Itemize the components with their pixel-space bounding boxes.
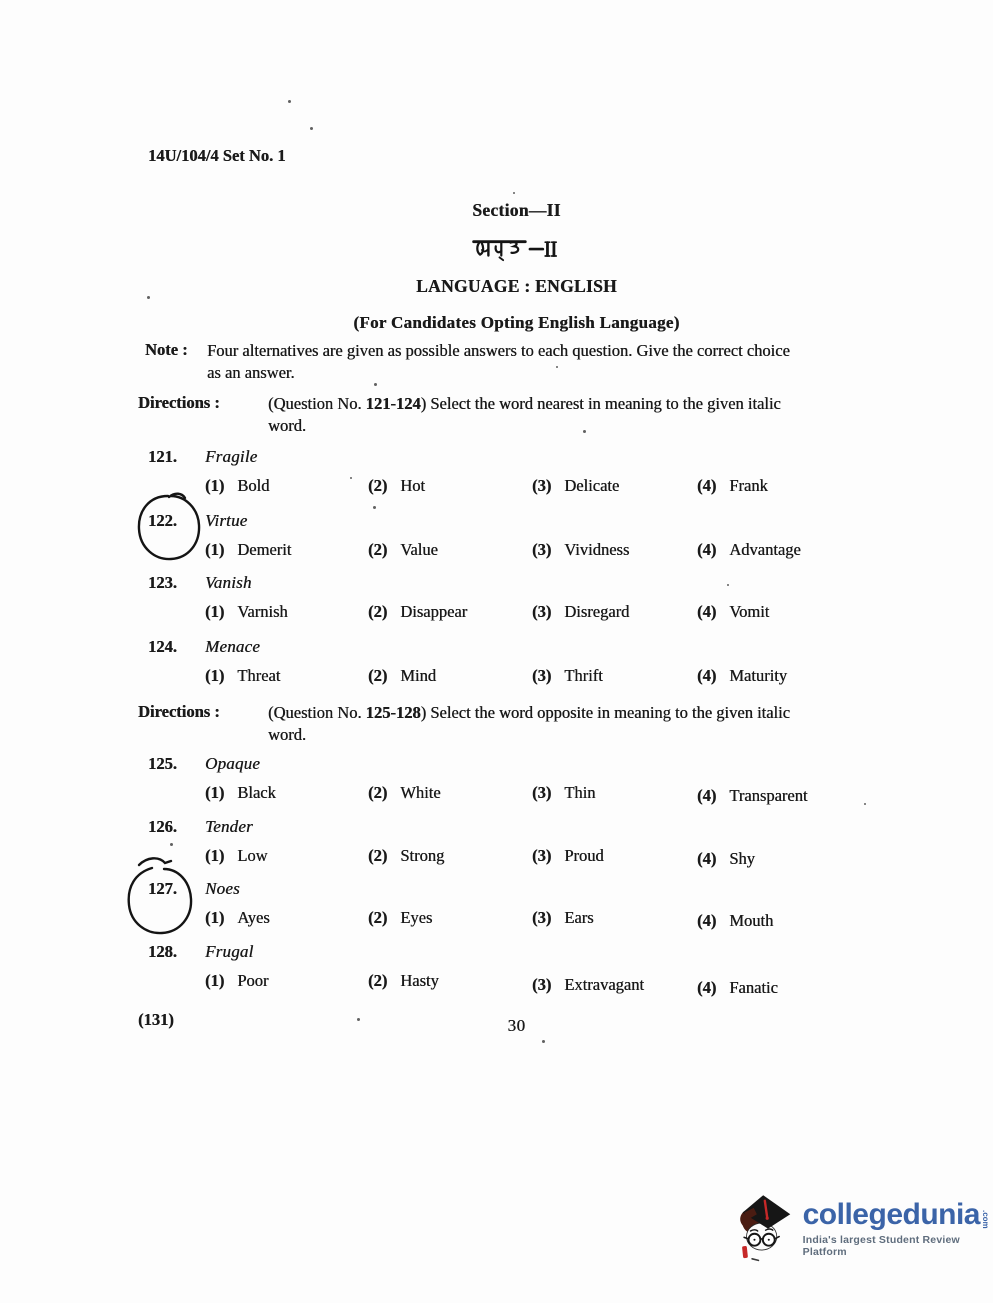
scan-speck bbox=[727, 584, 729, 586]
option-text: Proud bbox=[564, 846, 604, 865]
question-word: Noes bbox=[205, 879, 240, 898]
option-text: Transparent bbox=[729, 786, 808, 805]
question-number: 121. bbox=[148, 447, 177, 466]
scan-speck bbox=[288, 100, 291, 103]
option-marker: (1) bbox=[205, 908, 225, 927]
option-marker: (3) bbox=[532, 783, 552, 802]
option-text: Hot bbox=[400, 476, 425, 495]
option bbox=[697, 849, 755, 869]
logo-brand: collegedunia bbox=[802, 1198, 980, 1231]
note-body bbox=[207, 340, 919, 384]
note-line1: Four alternatives are given as possible answers to each question. Give the correct choice bbox=[207, 341, 790, 360]
option-marker: (1) bbox=[205, 602, 225, 621]
option-text: Varnish bbox=[237, 602, 288, 621]
option bbox=[697, 540, 801, 560]
option-marker: (1) bbox=[205, 783, 225, 802]
scan-speck bbox=[350, 477, 352, 479]
option bbox=[368, 846, 444, 866]
devanagari-khand-glyphs bbox=[471, 238, 563, 262]
option-marker: (2) bbox=[368, 971, 388, 990]
question-number: 127. bbox=[148, 879, 177, 898]
option-text: Vomit bbox=[729, 602, 770, 621]
directions-2-line2: word. bbox=[268, 725, 307, 744]
option-text: Eyes bbox=[400, 908, 433, 927]
option bbox=[697, 666, 787, 686]
scan-speck bbox=[864, 803, 866, 805]
option-text: Disappear bbox=[400, 602, 468, 621]
question-126 bbox=[0, 817, 993, 879]
option-marker: (3) bbox=[532, 540, 552, 559]
option-text: Delicate bbox=[564, 476, 620, 495]
scan-speck bbox=[556, 366, 558, 368]
option-marker: (4) bbox=[697, 476, 717, 495]
option-marker: (3) bbox=[532, 908, 552, 927]
question-number: 128. bbox=[148, 942, 177, 961]
scan-speck bbox=[583, 430, 586, 433]
directions-1-suffix: ) Select the word nearest in meaning to the given italic bbox=[420, 394, 781, 413]
paper-set-code: 14U/104/4 Set No. 1 bbox=[148, 146, 286, 165]
option bbox=[532, 602, 629, 622]
directions-1-body bbox=[268, 393, 918, 437]
option bbox=[205, 666, 280, 686]
option-text: Ears bbox=[564, 908, 594, 927]
option-marker: (4) bbox=[697, 978, 717, 997]
directions-2-suffix: ) Select the word opposite in meaning to the given italic bbox=[420, 703, 790, 722]
question-word: Opaque bbox=[205, 754, 261, 773]
option-marker: (4) bbox=[697, 540, 717, 559]
option-text: Black bbox=[237, 783, 276, 802]
collegedunia-logo bbox=[733, 1184, 989, 1270]
question-word: Virtue bbox=[205, 511, 248, 530]
option bbox=[532, 975, 644, 995]
question-124 bbox=[0, 637, 993, 699]
directions-2-prefix: (Question No. bbox=[268, 703, 366, 722]
option bbox=[532, 846, 604, 866]
question-122 bbox=[0, 511, 993, 573]
option-text: Low bbox=[237, 846, 268, 865]
option-marker: (3) bbox=[532, 666, 552, 685]
question-127 bbox=[0, 879, 993, 941]
option-text: Frank bbox=[729, 476, 768, 495]
option-marker: (4) bbox=[697, 849, 717, 868]
question-word: Fragile bbox=[205, 447, 258, 466]
option-marker: (1) bbox=[205, 971, 225, 990]
option bbox=[368, 783, 441, 803]
option-marker: (1) bbox=[205, 666, 225, 685]
option bbox=[205, 908, 270, 928]
logo-tld: .com bbox=[981, 1210, 990, 1229]
option-text: Advantage bbox=[729, 540, 801, 559]
option-text: Demerit bbox=[237, 540, 292, 559]
option bbox=[532, 783, 595, 803]
option-text: Hasty bbox=[400, 971, 439, 990]
section-heading-english: Section—II bbox=[472, 200, 561, 220]
option bbox=[697, 786, 807, 806]
directions-2-range: 125-128 bbox=[365, 703, 421, 722]
option bbox=[205, 971, 268, 991]
footer-code: (131) bbox=[138, 1010, 174, 1029]
option-marker: (2) bbox=[368, 540, 388, 559]
option bbox=[205, 476, 269, 496]
graduate-mascot-icon bbox=[733, 1184, 797, 1270]
language-heading: LANGUAGE : ENGLISH bbox=[416, 276, 617, 296]
option bbox=[368, 666, 436, 686]
scan-speck bbox=[310, 127, 313, 130]
option bbox=[697, 476, 768, 496]
option-marker: (3) bbox=[532, 975, 552, 994]
option-text: Value bbox=[400, 540, 438, 559]
option bbox=[368, 908, 432, 928]
option-marker: (4) bbox=[697, 602, 717, 621]
question-word: Frugal bbox=[205, 942, 254, 961]
option bbox=[205, 540, 291, 560]
option bbox=[532, 476, 619, 496]
option-text: Thin bbox=[564, 783, 596, 802]
option bbox=[532, 908, 594, 928]
option-marker: (2) bbox=[368, 666, 388, 685]
option bbox=[368, 476, 425, 496]
logo-tagline: India's largest Student Review Platform bbox=[802, 1234, 960, 1258]
section-heading-hindi bbox=[40, 238, 993, 267]
option-marker: (3) bbox=[532, 476, 552, 495]
option-marker: (4) bbox=[697, 786, 717, 805]
option-marker: (3) bbox=[532, 602, 552, 621]
option bbox=[368, 971, 439, 991]
option-marker: (2) bbox=[368, 783, 388, 802]
note-line2: as an answer. bbox=[207, 363, 295, 382]
question-number: 126. bbox=[148, 817, 177, 836]
note-label: Note : bbox=[145, 340, 188, 359]
option-text: Extravagant bbox=[564, 975, 644, 994]
option-text: Strong bbox=[400, 846, 445, 865]
scan-speck bbox=[374, 383, 377, 386]
page-number: 30 bbox=[507, 1016, 526, 1035]
scan-speck bbox=[170, 843, 173, 846]
question-number: 123. bbox=[148, 573, 177, 592]
question-number: 124. bbox=[148, 637, 177, 656]
logo-text bbox=[803, 1184, 989, 1258]
option-text: Bold bbox=[237, 476, 270, 495]
option-marker: (3) bbox=[532, 846, 552, 865]
question-word: Tender bbox=[205, 817, 253, 836]
question-128 bbox=[0, 942, 993, 1004]
option bbox=[368, 540, 438, 560]
directions-1-range: 121-124 bbox=[365, 394, 421, 413]
question-number: 125. bbox=[148, 754, 177, 773]
option-text: Shy bbox=[729, 849, 755, 868]
option-marker: (4) bbox=[697, 911, 717, 930]
option bbox=[368, 602, 467, 622]
directions-1-label: Directions : bbox=[138, 393, 220, 412]
option-marker: (2) bbox=[368, 602, 388, 621]
directions-2-body bbox=[268, 702, 918, 746]
question-word: Menace bbox=[205, 637, 260, 656]
option-marker: (1) bbox=[205, 476, 225, 495]
option-text: Fanatic bbox=[729, 978, 778, 997]
option-text: Mind bbox=[400, 666, 437, 685]
option-marker: (1) bbox=[205, 540, 225, 559]
option-text: Thrift bbox=[564, 666, 603, 685]
option bbox=[205, 846, 268, 866]
option-text: White bbox=[400, 783, 441, 802]
option-text: Threat bbox=[237, 666, 281, 685]
directions-2-label: Directions : bbox=[138, 702, 220, 721]
option bbox=[697, 978, 778, 998]
directions-1-prefix: (Question No. bbox=[268, 394, 366, 413]
directions-1-line2: word. bbox=[268, 416, 307, 435]
option bbox=[532, 540, 629, 560]
option-marker: (2) bbox=[368, 908, 388, 927]
question-121 bbox=[0, 447, 993, 509]
option-marker: (2) bbox=[368, 846, 388, 865]
option bbox=[205, 783, 276, 803]
question-word: Vanish bbox=[205, 573, 252, 592]
option bbox=[532, 666, 603, 686]
option-text: Disregard bbox=[564, 602, 630, 621]
question-123 bbox=[0, 573, 993, 635]
scan-speck bbox=[542, 1040, 545, 1043]
option bbox=[697, 911, 773, 931]
option-text: Poor bbox=[237, 971, 269, 990]
option-marker: (1) bbox=[205, 846, 225, 865]
question-125 bbox=[0, 754, 993, 816]
scan-speck bbox=[373, 506, 376, 509]
option-text: Mouth bbox=[729, 911, 774, 930]
option-text: Ayes bbox=[237, 908, 270, 927]
question-number: 122. bbox=[148, 511, 177, 530]
option-text: Vividness bbox=[564, 540, 630, 559]
scan-speck bbox=[147, 296, 150, 299]
subtitle-heading: (For Candidates Opting English Language) bbox=[353, 313, 680, 332]
option-text: Maturity bbox=[729, 666, 787, 685]
option bbox=[697, 602, 769, 622]
scan-speck bbox=[513, 192, 515, 194]
option bbox=[205, 602, 288, 622]
option-marker: (4) bbox=[697, 666, 717, 685]
option-marker: (2) bbox=[368, 476, 388, 495]
